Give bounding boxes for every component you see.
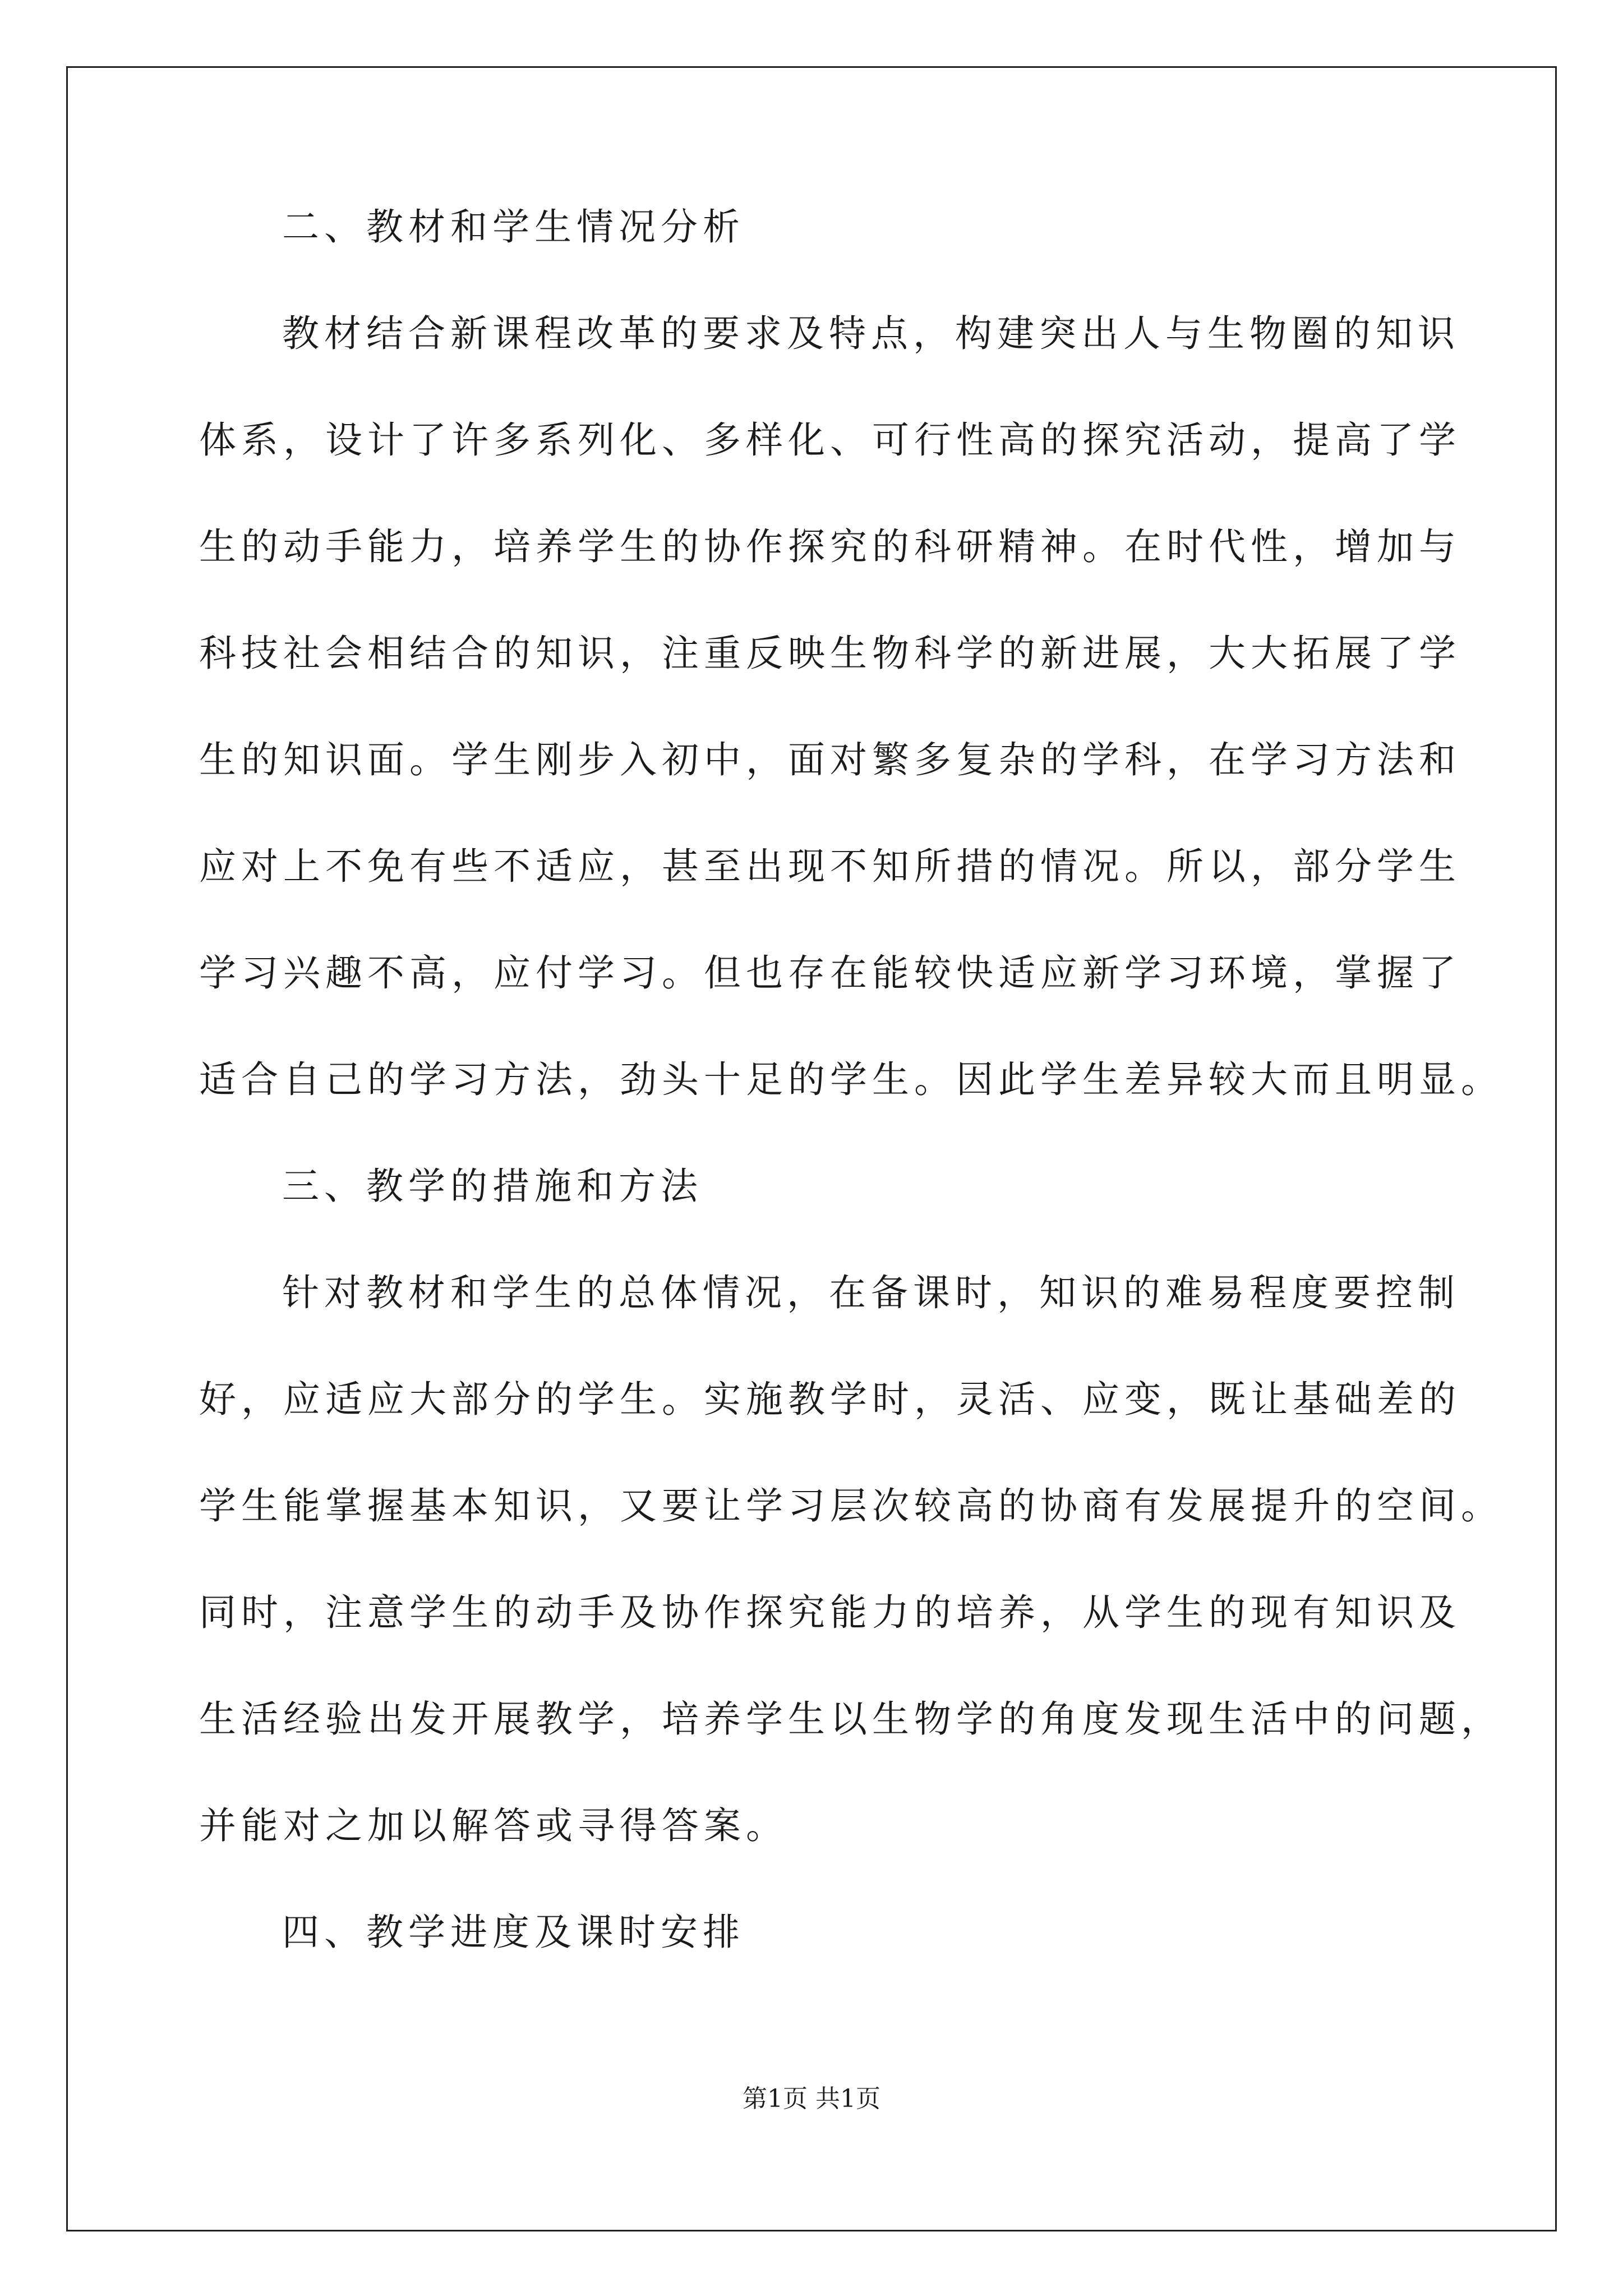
paragraph-line: 生的动手能力，培养学生的协作探究的科研精神。在时代性，增加与 — [199, 525, 1461, 568]
paragraph-line: 科技社会相结合的知识，注重反映生物科学的新进展，大大拓展了学 — [199, 632, 1461, 675]
paragraph-line: 学生能掌握基本知识，又要让学习层次较高的协商有发展提升的空间。 — [199, 1484, 1503, 1527]
paragraph-line: 生的知识面。学生刚步入初中，面对繁多复杂的学科，在学习方法和 — [199, 738, 1461, 781]
paragraph-line: 并能对之加以解答或寻得答案。 — [199, 1804, 788, 1847]
section-heading-schedule: 四、教学进度及课时安排 — [282, 1911, 745, 1954]
page-number-footer: 第1页 共1页 — [743, 2085, 880, 2113]
paragraph-line: 针对教材和学生的总体情况，在备课时，知识的难易程度要控制 — [282, 1271, 1460, 1314]
paragraph-line: 同时，注意学生的动手及协作探究能力的培养，从学生的现有知识及 — [199, 1591, 1461, 1634]
paragraph-line: 教材结合新课程改革的要求及特点，构建突出人与生物圈的知识 — [282, 312, 1460, 355]
paragraph-line: 学习兴趣不高，应付学习。但也存在能较快适应新学习环境，掌握了 — [199, 951, 1461, 995]
section-heading-analysis: 二、教材和学生情况分析 — [282, 205, 745, 249]
page-border — [66, 66, 1557, 2231]
paragraph-line: 应对上不免有些不适应，甚至出现不知所措的情况。所以，部分学生 — [199, 845, 1461, 888]
paragraph-line: 体系，设计了许多系列化、多样化、可行性高的探究活动，提高了学 — [199, 418, 1461, 462]
section-heading-methods: 三、教学的措施和方法 — [282, 1165, 703, 1208]
paragraph-line: 适合自己的学习方法，劲头十足的学生。因此学生差异较大而且明显。 — [199, 1058, 1503, 1101]
paragraph-line: 好，应适应大部分的学生。实施教学时，灵活、应变，既让基础差的 — [199, 1378, 1461, 1421]
paragraph-line: 生活经验出发开展教学，培养学生以生物学的角度发现生活中的问题， — [199, 1697, 1503, 1741]
